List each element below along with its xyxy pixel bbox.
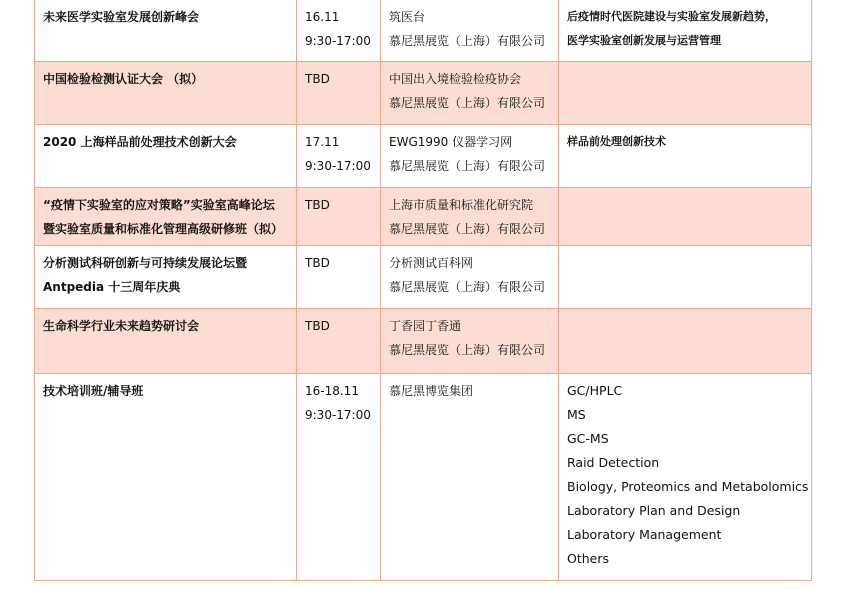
organizer-line: 丁香园丁香通 bbox=[389, 319, 462, 333]
organizer-cell bbox=[381, 309, 559, 374]
topics-cell bbox=[559, 246, 812, 309]
topics-line: Raid Detection bbox=[567, 455, 660, 470]
topics-cell bbox=[559, 309, 812, 374]
date-line: 17.11 bbox=[305, 135, 340, 149]
topics-line: MS bbox=[567, 407, 586, 422]
topics-line: 医学实验室创新发展与运营管理 bbox=[567, 34, 721, 47]
organizer-cell bbox=[381, 125, 559, 188]
organizer-cell bbox=[381, 62, 559, 125]
date-line: TBD bbox=[305, 72, 330, 86]
organizer-line: 慕尼黑展览（上海）有限公司 bbox=[389, 159, 546, 173]
table-row bbox=[35, 246, 812, 309]
topics-line: Others bbox=[567, 551, 610, 566]
topics-line: Laboratory Plan and Design bbox=[567, 503, 741, 518]
organizer-cell bbox=[381, 374, 559, 581]
schedule-body bbox=[35, 0, 812, 581]
date-line: TBD bbox=[305, 319, 330, 333]
event-name-line: 分析测试科研创新与可持续发展论坛暨 bbox=[43, 256, 248, 270]
event-name-cell bbox=[35, 62, 297, 125]
topics-cell bbox=[559, 374, 812, 581]
organizer-cell bbox=[381, 246, 559, 309]
date-cell bbox=[297, 125, 381, 188]
date-line: 9:30-17:00 bbox=[305, 34, 371, 48]
organizer-line: EWG1990 仪器学习网 bbox=[389, 135, 513, 149]
event-name-cell bbox=[35, 309, 297, 374]
date-cell bbox=[297, 62, 381, 125]
topics-line: Laboratory Management bbox=[567, 527, 722, 542]
date-line: 16-18.11 bbox=[305, 384, 359, 398]
table-row bbox=[35, 125, 812, 188]
organizer-line: 分析测试百科网 bbox=[389, 256, 474, 270]
topics-line: 后疫情时代医院建设与实验室发展新趋势， bbox=[567, 10, 776, 23]
date-line: 16.11 bbox=[305, 10, 340, 24]
date-line: TBD bbox=[305, 198, 330, 212]
event-name-cell bbox=[35, 188, 297, 246]
topics-line: 样品前处理创新技术 bbox=[567, 135, 666, 148]
organizer-line: 慕尼黑展览（上海）有限公司 bbox=[389, 222, 546, 236]
organizer-line: 中国出入境检验检疫协会 bbox=[389, 72, 522, 86]
date-line: TBD bbox=[305, 256, 330, 270]
event-name-cell bbox=[35, 125, 297, 188]
organizer-cell bbox=[381, 188, 559, 246]
table-row bbox=[35, 188, 812, 246]
table-row bbox=[35, 309, 812, 374]
date-cell bbox=[297, 309, 381, 374]
event-name-cell bbox=[35, 0, 297, 62]
topics-cell bbox=[559, 62, 812, 125]
topics-line: Biology, Proteomics and Metabolomics bbox=[567, 479, 809, 494]
event-schedule-table bbox=[34, 0, 812, 581]
table-row bbox=[35, 62, 812, 125]
date-cell bbox=[297, 188, 381, 246]
date-cell bbox=[297, 0, 381, 62]
event-name-line: “疫情下实验室的应对策略”实验室高峰论坛 bbox=[43, 198, 275, 212]
organizer-line: 筑医台 bbox=[389, 10, 426, 24]
organizer-cell bbox=[381, 0, 559, 62]
event-name-line: 生命科学行业未来趋势研讨会 bbox=[43, 319, 200, 333]
date-line: 9:30-17:00 bbox=[305, 159, 371, 173]
event-name-line: 暨实验室质量和标准化管理高级研修班（拟） bbox=[43, 222, 284, 236]
event-name-line: 2020 上海样品前处理技术创新大会 bbox=[43, 135, 237, 149]
event-name-line: 技术培训班/辅导班 bbox=[43, 384, 144, 398]
organizer-line: 慕尼黑展览（上海）有限公司 bbox=[389, 34, 546, 48]
topics-cell bbox=[559, 188, 812, 246]
table-row bbox=[35, 374, 812, 581]
event-name-line: 未来医学实验室发展创新峰会 bbox=[43, 10, 200, 24]
event-name-line: 中国检验检测认证大会 （拟） bbox=[43, 72, 204, 86]
organizer-line: 慕尼黑博览集团 bbox=[389, 384, 474, 398]
date-cell bbox=[297, 374, 381, 581]
organizer-line: 慕尼黑展览（上海）有限公司 bbox=[389, 343, 546, 357]
topics-line: GC-MS bbox=[567, 431, 609, 446]
date-cell bbox=[297, 246, 381, 309]
topics-cell bbox=[559, 125, 812, 188]
event-name-line: Antpedia 十三周年庆典 bbox=[43, 280, 181, 294]
topics-cell bbox=[559, 0, 812, 62]
event-name-cell bbox=[35, 246, 297, 309]
date-line: 9:30-17:00 bbox=[305, 408, 371, 422]
organizer-line: 慕尼黑展览（上海）有限公司 bbox=[389, 280, 546, 294]
organizer-line: 上海市质量和标准化研究院 bbox=[389, 198, 534, 212]
organizer-line: 慕尼黑展览（上海）有限公司 bbox=[389, 96, 546, 110]
table-row bbox=[35, 0, 812, 62]
topics-line: GC/HPLC bbox=[567, 383, 623, 398]
event-name-cell bbox=[35, 374, 297, 581]
